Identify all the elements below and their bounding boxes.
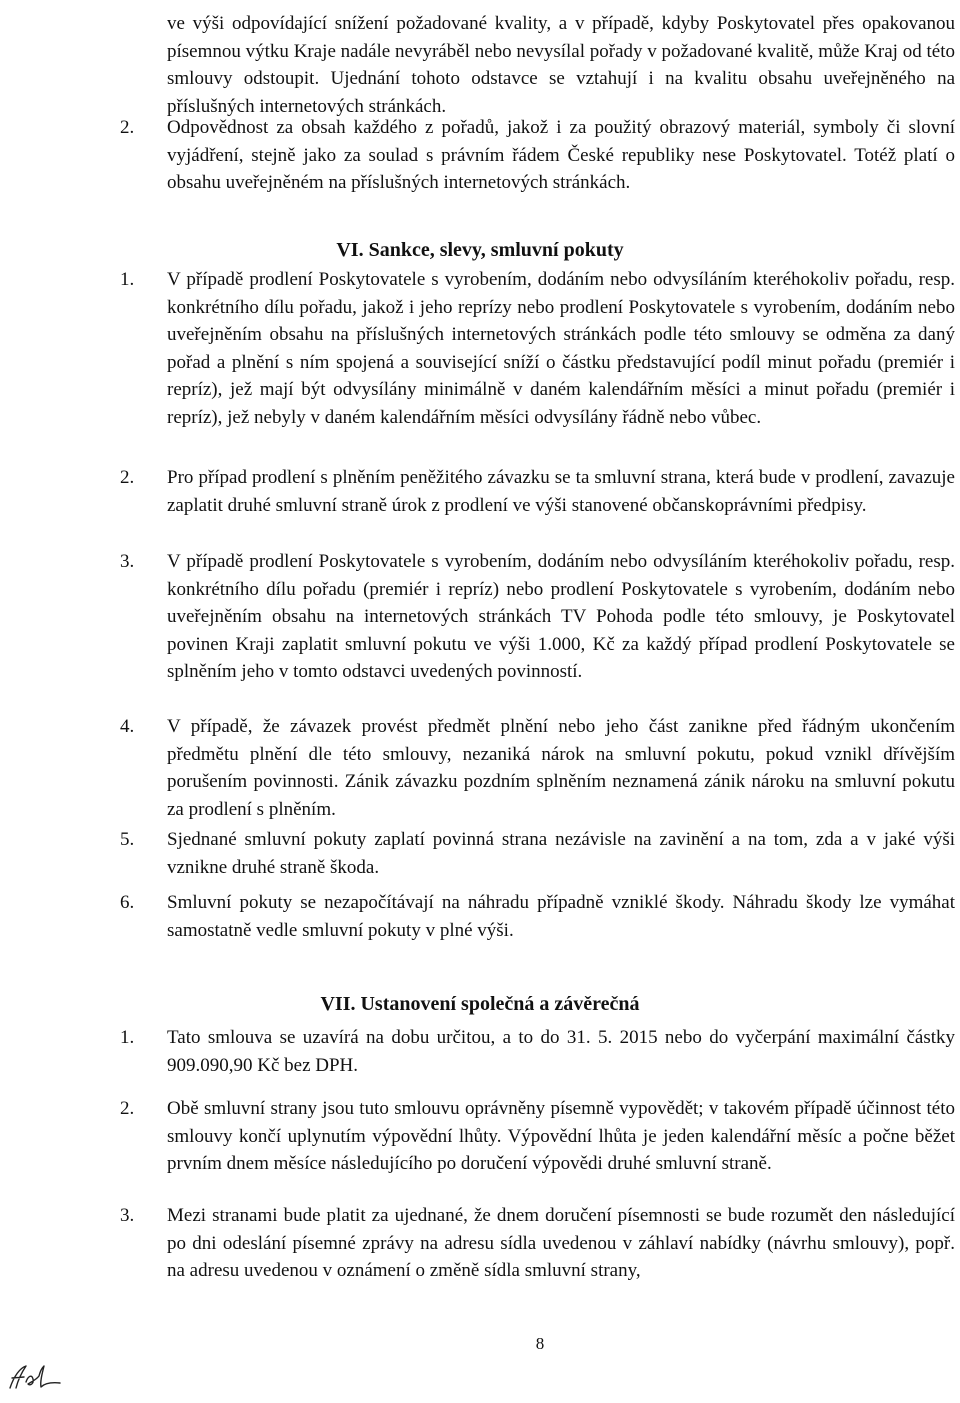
section-vii-item-3 — [120, 1202, 955, 1285]
section-vi-heading: VI. Sankce, slevy, smluvní pokuty — [336, 239, 624, 261]
item-text: Sjednané smluvní pokuty zaplatí povinná strana nezávisle na zavinění a na tom, zda a v jaké výši vznikne druhé straně škoda. — [167, 829, 955, 878]
section-vii-item-2 — [120, 1095, 955, 1178]
section-vi-item-3 — [120, 548, 955, 686]
section-vii-item-1 — [120, 1024, 955, 1079]
item-number: 2. — [120, 467, 135, 488]
section-vi-item-1 — [120, 266, 955, 431]
item-text: Odpovědnost za obsah každého z pořadů, jakož i za použitý obrazový materiál, symboly či slovní vyjádření, stejně jako za soulad s právním řádem České republiky nese Poskytovatel. Totéž platí o obsahu uveřejněném na příslušných internetových stránkách. — [167, 117, 955, 193]
item-text: Obě smluvní strany jsou tuto smlouvu oprávněny písemně vypovědět; v takovém případě účinnost této smlouvy končí uplynutím výpovědní lhůty. Výpovědní lhůta je jeden kalendářní měsíc a počne běžet prvním dnem měsíce následujícího po doručení výpovědi druhé smluvní straně. — [167, 1098, 955, 1174]
section-vi-item-5 — [120, 826, 955, 881]
section-vi-item-2 — [120, 464, 955, 519]
item-number: 3. — [120, 551, 135, 572]
item-text: V případě prodlení Poskytovatele s vyrobením, dodáním nebo odvysíláním kteréhokoliv pořadu, resp. konkrétního dílu pořadu (premiér i repríz) nebo prodlení Poskytovatele s vyrobením, dodáním nebo uveřejněním obsahu na internetových stránkách TV Pohoda podle této smlouvy, je Poskytovatel povinen Kraji zaplatit smluvní pokutu ve výši 1.000, Kč za každý případ prodlení Poskytovatele se splněním jeho v tomto odstavci uvedených povinností. — [167, 551, 955, 682]
item-number: 2. — [120, 117, 135, 138]
section-vi-item-6 — [120, 889, 955, 944]
section-vii-heading: VII. Ustanovení společná a závěrečná — [320, 993, 640, 1015]
item-text: Mezi stranami bude platit za ujednané, že dnem doručení písemnosti se bude rozumět den následující po dni odeslání písemné zprávy na adresu sídla uvedenou v záhlaví nabídky (návrhu smlouvy), popř. na adresu uvedenou v oznámení o změně sídla smluvní strany, — [167, 1205, 955, 1281]
item-text: V případě prodlení Poskytovatele s vyrobením, dodáním nebo odvysíláním kteréhokoliv pořadu, resp. konkrétního dílu pořadu, jakož i jeho reprízy nebo prodlení Poskytovatele s vyrobením, dodáním nebo uveřejněním obsahu na příslušných internetových stránkách podle této smlouvy se odměna za daný pořad a plnění s ním spojená a související sníží o částku představující podíl minut pořadu (premiér i repríz), jež mají být odvysílány minimálně v daném kalendářním měsíci a minut pořadu (premiér i repríz), jež nebyly v daném kalendářním měsíci odvysílány řádně nebo vůbec. — [167, 269, 955, 428]
handwritten-initials-signature — [6, 1362, 66, 1392]
item-number: 6. — [120, 892, 135, 913]
item-number: 5. — [120, 829, 135, 850]
item-text: Pro případ prodlení s plněním peněžitého závazku se ta smluvní strana, která bude v prodlení, zavazuje zaplatit druhé smluvní straně úrok z prodlení ve výši stanovené občanskoprávními předpisy. — [167, 467, 955, 516]
item-number: 4. — [120, 716, 135, 737]
item-number: 3. — [120, 1205, 135, 1226]
page-number: 8 — [535, 1334, 545, 1353]
section-v-item-2 — [120, 114, 955, 197]
item-text: Smluvní pokuty se nezapočítávají na náhradu případně vzniklé škody. Náhradu škody lze vymáhat samostatně vedle smluvní pokuty v plné výši. — [167, 892, 955, 941]
section-vi-item-4 — [120, 713, 955, 823]
item-number: 1. — [120, 269, 135, 290]
item-text: V případě, že závazek provést předmět plnění nebo jeho část zanikne před řádným ukončením předmětu plnění dle této smlouvy, nezaniká nárok na smluvní pokutu, pokud vznikl dřívějším porušením povinnosti. Zánik závazku pozdním splněním neznamená zánik nároku na smluvní pokutu za prodlení s plněním. — [167, 716, 955, 820]
continued-paragraph: ve výši odpovídající snížení požadované kvality, a v případě, kdyby Poskytovatel přes opakovanou písemnou výtku Kraje nadále nevyráběl nebo nevysílal pořady v požadované kvalitě, může Kraj od této smlouvy odstoupit. Ujednání tohoto odstavce se vztahují i na kvalitu obsahu uveřejněného na příslušných internetových stránkách. — [167, 13, 955, 117]
item-number: 1. — [120, 1027, 135, 1048]
item-text: Tato smlouva se uzavírá na dobu určitou, a to do 31. 5. 2015 nebo do vyčerpání maximální částky 909.090,90 Kč bez DPH. — [167, 1027, 955, 1076]
item-number: 2. — [120, 1098, 135, 1119]
